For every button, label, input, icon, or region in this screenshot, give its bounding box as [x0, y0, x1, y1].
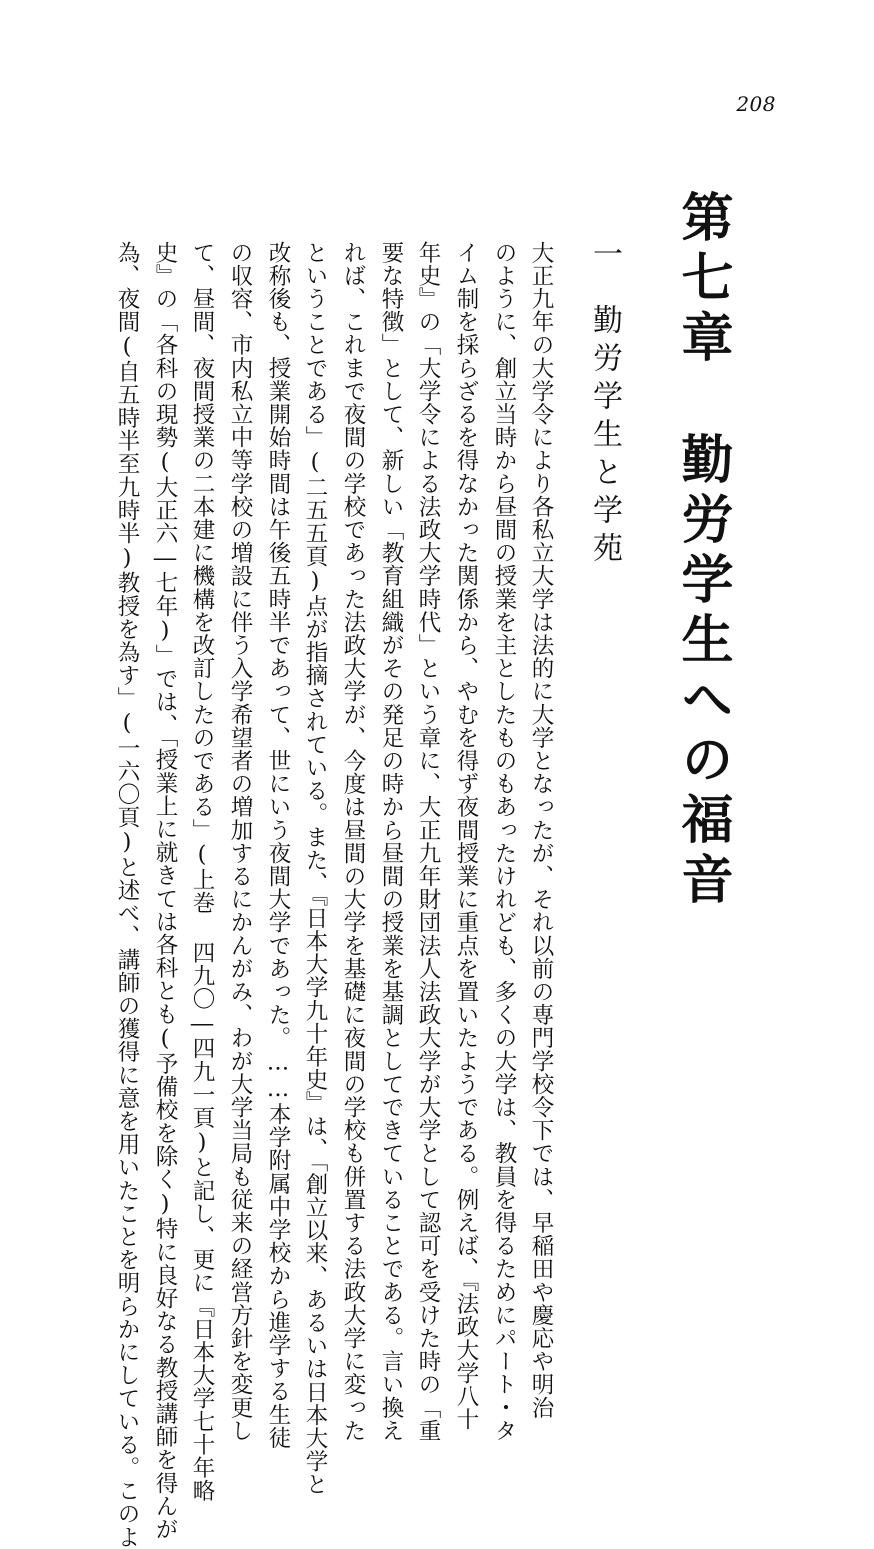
body-column-10: て、昼間、夜間授業の二本建に機構を改訂したのである」(上巻 四九〇―四九一頁)と記し、更に『日本大学七十年略 [189, 241, 215, 1503]
body-column-2: のように、創立当時から昼間の授業を主としたものもあったけれども、多くの大学は、教員を得るためにパート・タ [491, 241, 517, 1443]
body-column-3: イム制を採らざるを得なかった関係から、やむを得ず夜間授業に重点を置いたようである。例えば、『法政大学八十 [453, 241, 479, 1431]
body-column-9: の収容、市内私立中等学校の増設に伴う入学希望者の増加するにかんがみ、わが大学当局も従来の経営方針を変更し [227, 241, 253, 1443]
body-column-8: 改称後も、授業開始時間は午後五時半であって、世にいう夜間大学であった。……本学附属中学校から進学する生徒 [265, 241, 291, 1450]
body-column-7: ということである」(二五五頁)点が指摘されている。また、『日本大学九十年史』は、「創立以来、あるいは日本大学と [302, 241, 328, 1496]
section-number: 一 [587, 238, 622, 276]
body-column-6: れば、これまで夜間の学校であった法政大学が、今度は昼間の大学を基礎に夜間の学校も併置する法政大学に変った [340, 241, 366, 1443]
page-number: 208 [736, 92, 776, 116]
body-column-1: 大正九年の大学令により各私立大学は法的に大学となったが、それ以前の専門学校令下では、早稲田や慶応や明治 [528, 241, 554, 1420]
section-title: 勤労学生と学苑 [587, 304, 622, 570]
chapter-title: 勤労学生への福音 [672, 432, 733, 912]
body-column-4: 年史』の「大学令による法政大学時代」という章に、大正九年財団法人法政大学が大学として認可を受けた時の「重 [415, 241, 441, 1443]
section-heading [586, 238, 622, 570]
chapter-label: 第七章 [672, 190, 733, 370]
body-column-12: 為、夜間(自五時半至九時半)教授を為す」(一六〇頁)と述べ、講師の獲得に意を用いたことを明らかにしている。このよ [114, 241, 140, 1549]
body-column-5: 要な特徴」として、新しい「教育組織がその発足の時から昼間の授業を基調としてできていることである。言い換え [378, 241, 404, 1443]
body-column-11: 史』の「各科の現勢(大正六―七年)」では、「授業上に就きては各科とも(予備校を除く)特に良好なる教授講師を得んが [152, 241, 178, 1541]
chapter-heading [672, 190, 732, 912]
